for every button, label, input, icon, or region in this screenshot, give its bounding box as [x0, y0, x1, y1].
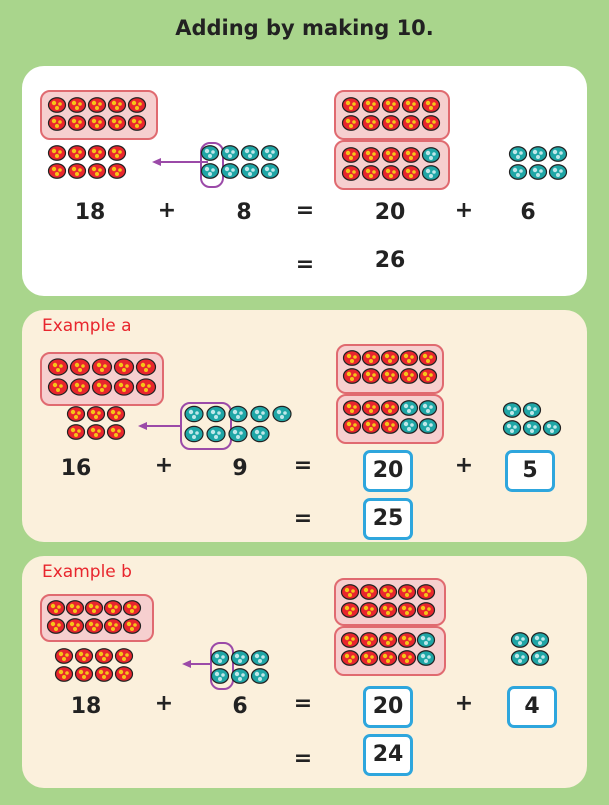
teal-counter: [252, 669, 269, 683]
teal-counter: [207, 426, 225, 441]
red-counter: [363, 98, 380, 112]
teal-counter: [202, 164, 219, 178]
red-counter: [423, 116, 440, 130]
red-counter: [343, 166, 360, 180]
page-title: Adding by making 10.: [175, 16, 434, 40]
red-counter: [382, 369, 399, 383]
teal-counter: [212, 651, 229, 665]
red-counter: [109, 116, 126, 130]
remainder-value-box: 4: [507, 686, 557, 728]
red-counter: [89, 146, 106, 160]
red-counter: [403, 116, 420, 130]
red-counter: [363, 369, 380, 383]
addend-b: 9: [232, 456, 248, 481]
red-counter: [108, 407, 125, 421]
red-counter: [344, 369, 361, 383]
red-counter: [342, 633, 359, 647]
red-counter: [361, 651, 378, 665]
red-counter: [383, 166, 400, 180]
red-counter: [48, 601, 65, 615]
teal-counter: [222, 146, 239, 160]
red-counter: [116, 667, 133, 681]
equals-sign: =: [293, 691, 313, 716]
red-counter: [137, 379, 156, 395]
red-counter: [68, 425, 85, 439]
red-counter: [343, 98, 360, 112]
plus-sign: +: [454, 453, 474, 478]
red-counter: [88, 407, 105, 421]
equals-sign: =: [295, 198, 315, 223]
teal-counter: [273, 406, 291, 421]
example-a-panel: [22, 310, 587, 542]
addend-a: 18: [74, 200, 106, 225]
teal-counter: [401, 419, 418, 433]
red-counter: [109, 146, 126, 160]
red-counter: [49, 164, 66, 178]
red-counter: [380, 633, 397, 647]
red-counter: [363, 401, 380, 415]
red-counter: [109, 164, 126, 178]
plus-sign: +: [454, 198, 474, 223]
teal-counter: [504, 403, 521, 417]
red-counter: [361, 633, 378, 647]
red-counter: [108, 425, 125, 439]
example-b-panel: [22, 556, 587, 788]
teal-counter: [530, 147, 547, 161]
equals-sign: =: [295, 252, 315, 277]
red-counter: [383, 148, 400, 162]
red-counter: [399, 603, 416, 617]
teal-counter: [251, 426, 269, 441]
teal-counter: [418, 633, 435, 647]
red-counter: [76, 649, 93, 663]
red-counter: [49, 379, 68, 395]
teal-counter: [510, 147, 527, 161]
red-counter: [363, 419, 380, 433]
teal-counter: [229, 406, 247, 421]
teal-counter: [418, 651, 435, 665]
teal-counter: [242, 146, 259, 160]
teal-counter: [420, 419, 437, 433]
teal-counter: [544, 421, 561, 435]
red-counter: [71, 359, 90, 375]
red-counter: [49, 359, 68, 375]
teal-counter: [524, 421, 541, 435]
teal-counter: [252, 651, 269, 665]
teal-counter: [423, 166, 440, 180]
red-counter: [69, 98, 86, 112]
red-counter: [49, 116, 66, 130]
teal-counter: [185, 426, 203, 441]
red-counter: [403, 98, 420, 112]
red-counter: [115, 379, 134, 395]
red-counter: [382, 351, 399, 365]
red-counter: [96, 667, 113, 681]
red-counter: [56, 667, 73, 681]
teal-counter: [512, 651, 529, 665]
red-counter: [403, 148, 420, 162]
red-counter: [343, 148, 360, 162]
equals-sign: =: [293, 453, 313, 478]
red-counter: [49, 146, 66, 160]
teal-counter: [232, 651, 249, 665]
sum-value: 26: [374, 248, 406, 273]
red-counter: [68, 407, 85, 421]
red-counter: [67, 601, 84, 615]
red-counter: [363, 116, 380, 130]
red-counter: [48, 619, 65, 633]
red-counter: [89, 116, 106, 130]
sum-value-box: 24: [363, 734, 413, 776]
red-counter: [96, 649, 113, 663]
plus-sign: +: [154, 691, 174, 716]
red-counter: [363, 148, 380, 162]
red-counter: [423, 98, 440, 112]
teal-counter: [251, 406, 269, 421]
teal-counter: [524, 403, 541, 417]
teal-counter: [262, 146, 279, 160]
red-counter: [399, 651, 416, 665]
teal-counter: [212, 669, 229, 683]
teal-counter: [504, 421, 521, 435]
red-counter: [56, 649, 73, 663]
example-label: Example a: [42, 316, 132, 336]
teal-counter: [532, 633, 549, 647]
teal-counter: [242, 164, 259, 178]
red-counter: [116, 649, 133, 663]
red-counter: [403, 166, 420, 180]
addend-a: 18: [70, 694, 102, 719]
addend-a: 16: [60, 456, 92, 481]
red-counter: [383, 98, 400, 112]
red-counter: [67, 619, 84, 633]
intro-panel: [22, 66, 587, 296]
ten-value-box: 20: [363, 450, 413, 492]
plus-sign: +: [454, 691, 474, 716]
red-counter: [69, 164, 86, 178]
red-counter: [89, 98, 106, 112]
teal-counter: [423, 148, 440, 162]
red-counter: [124, 619, 141, 633]
example-label: Example b: [42, 562, 132, 582]
teal-counter: [232, 669, 249, 683]
red-counter: [137, 359, 156, 375]
red-counter: [399, 633, 416, 647]
red-counter: [124, 601, 141, 615]
red-counter: [420, 369, 437, 383]
red-counter: [361, 603, 378, 617]
teal-counter: [229, 426, 247, 441]
red-counter: [69, 146, 86, 160]
red-counter: [76, 667, 93, 681]
red-counter: [129, 98, 146, 112]
equals-sign: =: [293, 746, 313, 771]
red-counter: [89, 164, 106, 178]
red-counter: [49, 98, 66, 112]
red-counter: [105, 619, 122, 633]
ten-value: 20: [374, 200, 406, 225]
teal-counter: [262, 164, 279, 178]
red-counter: [88, 425, 105, 439]
red-counter: [401, 369, 418, 383]
red-counter: [383, 116, 400, 130]
red-counter: [129, 116, 146, 130]
addend-b: 6: [232, 694, 248, 719]
red-counter: [401, 351, 418, 365]
red-counter: [342, 603, 359, 617]
red-counter: [93, 379, 112, 395]
teal-counter: [550, 165, 567, 179]
teal-counter: [420, 401, 437, 415]
red-counter: [86, 601, 103, 615]
red-counter: [363, 166, 380, 180]
red-counter: [344, 401, 361, 415]
teal-counter: [401, 401, 418, 415]
red-counter: [69, 116, 86, 130]
equals-sign: =: [293, 506, 313, 531]
red-counter: [93, 359, 112, 375]
red-counter: [380, 603, 397, 617]
red-counter: [399, 585, 416, 599]
red-counter: [115, 359, 134, 375]
red-counter: [361, 585, 378, 599]
addend-b: 8: [236, 200, 252, 225]
remainder-value: 6: [520, 200, 536, 225]
remainder-value-box: 5: [505, 450, 555, 492]
teal-counter: [185, 406, 203, 421]
plus-sign: +: [157, 198, 177, 223]
red-counter: [342, 585, 359, 599]
ten-value-box: 20: [363, 686, 413, 728]
red-counter: [344, 419, 361, 433]
red-counter: [342, 651, 359, 665]
teal-counter: [530, 165, 547, 179]
red-counter: [344, 351, 361, 365]
red-counter: [418, 585, 435, 599]
teal-counter: [202, 146, 219, 160]
red-counter: [382, 419, 399, 433]
plus-sign: +: [154, 453, 174, 478]
red-counter: [363, 351, 380, 365]
teal-counter: [222, 164, 239, 178]
red-counter: [382, 401, 399, 415]
teal-counter: [510, 165, 527, 179]
teal-counter: [532, 651, 549, 665]
red-counter: [109, 98, 126, 112]
red-counter: [71, 379, 90, 395]
red-counter: [380, 585, 397, 599]
red-counter: [105, 601, 122, 615]
red-counter: [420, 351, 437, 365]
teal-counter: [512, 633, 529, 647]
red-counter: [343, 116, 360, 130]
red-counter: [418, 603, 435, 617]
teal-counter: [207, 406, 225, 421]
teal-counter: [550, 147, 567, 161]
red-counter: [86, 619, 103, 633]
red-counter: [380, 651, 397, 665]
sum-value-box: 25: [363, 498, 413, 540]
